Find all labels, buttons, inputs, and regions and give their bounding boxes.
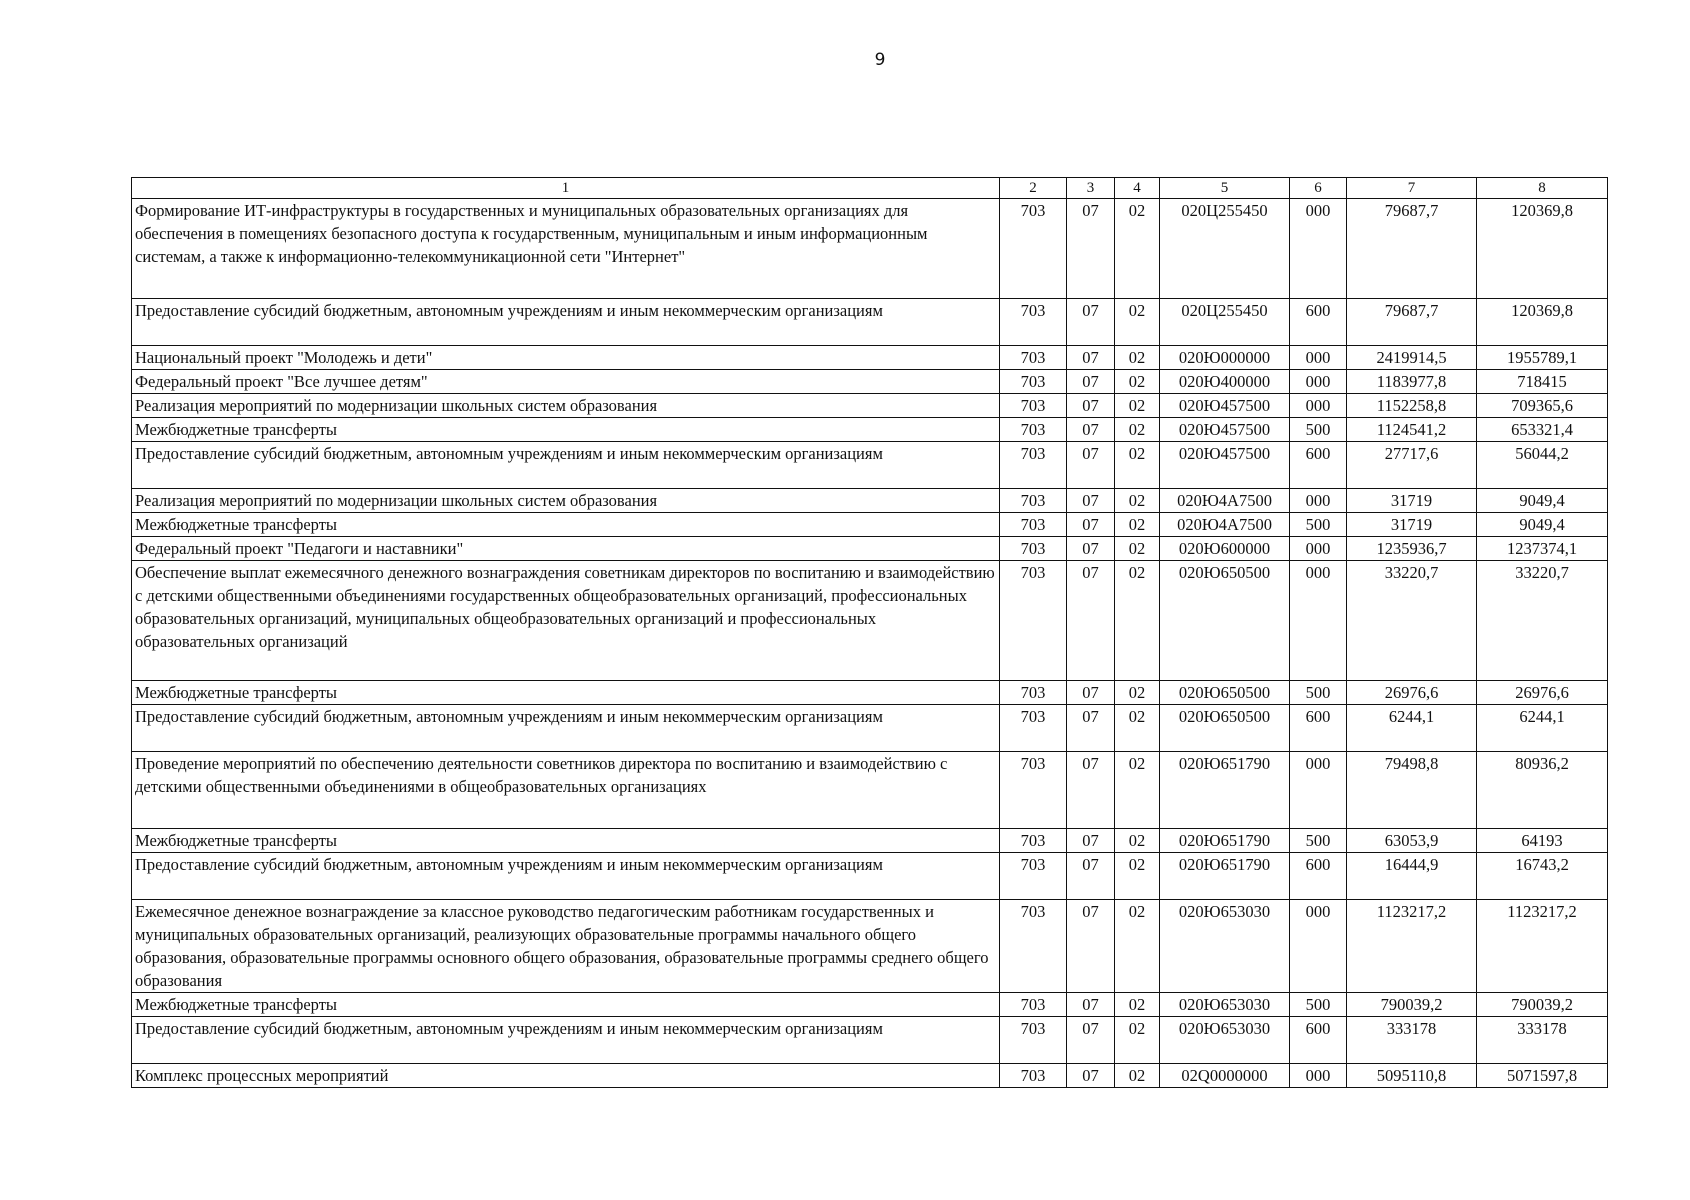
column-header: 3 (1067, 178, 1115, 199)
cell-c6: 600 (1290, 299, 1347, 346)
cell-c4: 02 (1115, 418, 1160, 442)
cell-c5: 020Ю653030 (1160, 900, 1290, 993)
cell-c2: 703 (1000, 199, 1067, 299)
cell-c2: 703 (1000, 537, 1067, 561)
cell-c4: 02 (1115, 752, 1160, 829)
table-row (132, 752, 1608, 829)
cell-c4: 02 (1115, 1017, 1160, 1064)
cell-c6: 000 (1290, 394, 1347, 418)
cell-c6: 500 (1290, 993, 1347, 1017)
cell-c8: 16743,2 (1477, 853, 1608, 900)
cell-c5: 02Q0000000 (1160, 1064, 1290, 1088)
table-row (132, 537, 1608, 561)
cell-c7: 79687,7 (1347, 299, 1477, 346)
cell-c6: 500 (1290, 681, 1347, 705)
table-row (132, 1017, 1608, 1064)
cell-c8: 790039,2 (1477, 993, 1608, 1017)
row-name-cell: Предоставление субсидий бюджетным, автономным учреждениям и иным некоммерческим организациям (132, 442, 1000, 489)
table-row (132, 900, 1608, 993)
cell-c6: 500 (1290, 513, 1347, 537)
column-header: 7 (1347, 178, 1477, 199)
table-row (132, 370, 1608, 394)
column-header: 2 (1000, 178, 1067, 199)
cell-c3: 07 (1067, 299, 1115, 346)
cell-c7: 26976,6 (1347, 681, 1477, 705)
cell-c6: 000 (1290, 199, 1347, 299)
cell-c2: 703 (1000, 370, 1067, 394)
cell-c7: 33220,7 (1347, 561, 1477, 681)
cell-c2: 703 (1000, 489, 1067, 513)
table-row (132, 853, 1608, 900)
cell-c8: 1123217,2 (1477, 900, 1608, 993)
cell-c2: 703 (1000, 752, 1067, 829)
column-header: 1 (132, 178, 1000, 199)
cell-c3: 07 (1067, 900, 1115, 993)
row-name-cell: Предоставление субсидий бюджетным, автономным учреждениям и иным некоммерческим организациям (132, 1017, 1000, 1064)
cell-c6: 000 (1290, 370, 1347, 394)
cell-c2: 703 (1000, 394, 1067, 418)
row-name-cell: Межбюджетные трансферты (132, 681, 1000, 705)
table-row (132, 489, 1608, 513)
row-name-cell: Комплекс процессных мероприятий (132, 1064, 1000, 1088)
cell-c5: 020Ю457500 (1160, 442, 1290, 489)
cell-c4: 02 (1115, 829, 1160, 853)
table-row (132, 418, 1608, 442)
cell-c6: 000 (1290, 1064, 1347, 1088)
cell-c8: 9049,4 (1477, 513, 1608, 537)
cell-c6: 600 (1290, 1017, 1347, 1064)
cell-c7: 16444,9 (1347, 853, 1477, 900)
column-header: 5 (1160, 178, 1290, 199)
cell-c3: 07 (1067, 489, 1115, 513)
cell-c5: 020Ю457500 (1160, 418, 1290, 442)
cell-c2: 703 (1000, 299, 1067, 346)
cell-c5: 020Ю400000 (1160, 370, 1290, 394)
cell-c8: 56044,2 (1477, 442, 1608, 489)
cell-c5: 020Ю650500 (1160, 705, 1290, 752)
table-row (132, 829, 1608, 853)
cell-c7: 5095110,8 (1347, 1064, 1477, 1088)
cell-c5: 020Ц255450 (1160, 199, 1290, 299)
cell-c7: 79687,7 (1347, 199, 1477, 299)
cell-c8: 6244,1 (1477, 705, 1608, 752)
cell-c4: 02 (1115, 442, 1160, 489)
cell-c3: 07 (1067, 853, 1115, 900)
cell-c8: 718415 (1477, 370, 1608, 394)
cell-c3: 07 (1067, 199, 1115, 299)
cell-c3: 07 (1067, 829, 1115, 853)
row-name-cell: Обеспечение выплат ежемесячного денежного вознаграждения советникам директоров по воспитанию и взаимодействию с детскими общественными объединениями государственных общеобразовательных организаций, профессиональных образовательных организаций, муниципальных общеобразовательных организаций и профессиональных образовательных организаций (132, 561, 1000, 681)
cell-c4: 02 (1115, 299, 1160, 346)
cell-c7: 79498,8 (1347, 752, 1477, 829)
cell-c2: 703 (1000, 561, 1067, 681)
cell-c4: 02 (1115, 561, 1160, 681)
cell-c4: 02 (1115, 681, 1160, 705)
row-name-cell: Федеральный проект "Все лучшее детям" (132, 370, 1000, 394)
cell-c5: 020Ю457500 (1160, 394, 1290, 418)
cell-c2: 703 (1000, 705, 1067, 752)
row-name-cell: Межбюджетные трансферты (132, 418, 1000, 442)
cell-c2: 703 (1000, 1017, 1067, 1064)
cell-c3: 07 (1067, 442, 1115, 489)
cell-c4: 02 (1115, 900, 1160, 993)
cell-c4: 02 (1115, 489, 1160, 513)
page-number: 9 (874, 50, 886, 70)
cell-c4: 02 (1115, 1064, 1160, 1088)
cell-c7: 31719 (1347, 489, 1477, 513)
cell-c4: 02 (1115, 199, 1160, 299)
budget-table (131, 177, 1608, 1088)
cell-c3: 07 (1067, 346, 1115, 370)
cell-c3: 07 (1067, 418, 1115, 442)
cell-c3: 07 (1067, 993, 1115, 1017)
cell-c5: 020Ю650500 (1160, 681, 1290, 705)
cell-c7: 1123217,2 (1347, 900, 1477, 993)
cell-c3: 07 (1067, 1064, 1115, 1088)
cell-c4: 02 (1115, 853, 1160, 900)
cell-c5: 020Ю650500 (1160, 561, 1290, 681)
cell-c2: 703 (1000, 853, 1067, 900)
cell-c8: 26976,6 (1477, 681, 1608, 705)
table-row (132, 561, 1608, 681)
cell-c7: 63053,9 (1347, 829, 1477, 853)
cell-c4: 02 (1115, 993, 1160, 1017)
cell-c7: 1235936,7 (1347, 537, 1477, 561)
cell-c2: 703 (1000, 418, 1067, 442)
cell-c7: 1183977,8 (1347, 370, 1477, 394)
cell-c3: 07 (1067, 752, 1115, 829)
cell-c6: 500 (1290, 418, 1347, 442)
cell-c3: 07 (1067, 681, 1115, 705)
cell-c3: 07 (1067, 1017, 1115, 1064)
row-name-cell: Проведение мероприятий по обеспечению деятельности советников директора по воспитанию и взаимодействию с детскими общественными объединениями в общеобразовательных организациях (132, 752, 1000, 829)
cell-c7: 6244,1 (1347, 705, 1477, 752)
cell-c4: 02 (1115, 705, 1160, 752)
cell-c7: 333178 (1347, 1017, 1477, 1064)
cell-c2: 703 (1000, 829, 1067, 853)
cell-c4: 02 (1115, 346, 1160, 370)
row-name-cell: Реализация мероприятий по модернизации школьных систем образования (132, 489, 1000, 513)
cell-c4: 02 (1115, 394, 1160, 418)
table-row (132, 199, 1608, 299)
cell-c6: 000 (1290, 537, 1347, 561)
cell-c3: 07 (1067, 561, 1115, 681)
table-row (132, 394, 1608, 418)
cell-c8: 120369,8 (1477, 199, 1608, 299)
cell-c7: 2419914,5 (1347, 346, 1477, 370)
row-name-cell: Межбюджетные трансферты (132, 829, 1000, 853)
cell-c3: 07 (1067, 513, 1115, 537)
cell-c3: 07 (1067, 537, 1115, 561)
cell-c2: 703 (1000, 513, 1067, 537)
cell-c5: 020Ю651790 (1160, 853, 1290, 900)
cell-c5: 020Ю653030 (1160, 993, 1290, 1017)
cell-c5: 020Ю651790 (1160, 829, 1290, 853)
cell-c2: 703 (1000, 1064, 1067, 1088)
row-name-cell: Предоставление субсидий бюджетным, автономным учреждениям и иным некоммерческим организациям (132, 853, 1000, 900)
cell-c4: 02 (1115, 513, 1160, 537)
cell-c5: 020Ю600000 (1160, 537, 1290, 561)
table-row (132, 993, 1608, 1017)
cell-c8: 5071597,8 (1477, 1064, 1608, 1088)
row-name-cell: Предоставление субсидий бюджетным, автономным учреждениям и иным некоммерческим организациям (132, 299, 1000, 346)
cell-c8: 33220,7 (1477, 561, 1608, 681)
cell-c6: 000 (1290, 489, 1347, 513)
cell-c2: 703 (1000, 900, 1067, 993)
table-row (132, 681, 1608, 705)
table-body (132, 199, 1608, 1088)
cell-c5: 020Ю000000 (1160, 346, 1290, 370)
cell-c5: 020Ю4А7500 (1160, 513, 1290, 537)
row-name-cell: Межбюджетные трансферты (132, 993, 1000, 1017)
cell-c8: 9049,4 (1477, 489, 1608, 513)
cell-c8: 333178 (1477, 1017, 1608, 1064)
cell-c7: 31719 (1347, 513, 1477, 537)
cell-c7: 1152258,8 (1347, 394, 1477, 418)
cell-c4: 02 (1115, 537, 1160, 561)
cell-c8: 1955789,1 (1477, 346, 1608, 370)
table-row (132, 513, 1608, 537)
cell-c5: 020Ю653030 (1160, 1017, 1290, 1064)
cell-c6: 000 (1290, 346, 1347, 370)
table-row (132, 442, 1608, 489)
table-row (132, 705, 1608, 752)
cell-c2: 703 (1000, 993, 1067, 1017)
row-name-cell: Предоставление субсидий бюджетным, автономным учреждениям и иным некоммерческим организациям (132, 705, 1000, 752)
row-name-cell: Формирование ИТ-инфраструктуры в государственных и муниципальных образовательных организациях для обеспечения в помещениях безопасного доступа к государственным, муниципальным и иным информационным системам, а также к информационно-телекоммуникационной сети "Интернет" (132, 199, 1000, 299)
cell-c6: 000 (1290, 561, 1347, 681)
cell-c8: 1237374,1 (1477, 537, 1608, 561)
cell-c3: 07 (1067, 705, 1115, 752)
row-name-cell: Реализация мероприятий по модернизации школьных систем образования (132, 394, 1000, 418)
row-name-cell: Национальный проект "Молодежь и дети" (132, 346, 1000, 370)
cell-c7: 27717,6 (1347, 442, 1477, 489)
row-name-cell: Ежемесячное денежное вознаграждение за классное руководство педагогическим работникам государственных и муниципальных образовательных организаций, реализующих образовательные программы начального общего образования, образовательные программы основного общего образования, образовательные программы среднего общего образования (132, 900, 1000, 993)
cell-c6: 600 (1290, 442, 1347, 489)
cell-c4: 02 (1115, 370, 1160, 394)
cell-c8: 120369,8 (1477, 299, 1608, 346)
cell-c6: 000 (1290, 752, 1347, 829)
cell-c6: 000 (1290, 900, 1347, 993)
cell-c5: 020Ю4А7500 (1160, 489, 1290, 513)
cell-c6: 600 (1290, 705, 1347, 752)
cell-c2: 703 (1000, 681, 1067, 705)
column-header: 6 (1290, 178, 1347, 199)
table-row (132, 299, 1608, 346)
cell-c7: 1124541,2 (1347, 418, 1477, 442)
cell-c7: 790039,2 (1347, 993, 1477, 1017)
row-name-cell: Межбюджетные трансферты (132, 513, 1000, 537)
row-name-cell: Федеральный проект "Педагоги и наставники" (132, 537, 1000, 561)
cell-c2: 703 (1000, 346, 1067, 370)
column-header: 8 (1477, 178, 1608, 199)
column-header: 4 (1115, 178, 1160, 199)
table-row (132, 346, 1608, 370)
cell-c2: 703 (1000, 442, 1067, 489)
cell-c6: 600 (1290, 853, 1347, 900)
cell-c3: 07 (1067, 394, 1115, 418)
cell-c8: 653321,4 (1477, 418, 1608, 442)
cell-c8: 80936,2 (1477, 752, 1608, 829)
cell-c6: 500 (1290, 829, 1347, 853)
cell-c5: 020Ю651790 (1160, 752, 1290, 829)
cell-c3: 07 (1067, 370, 1115, 394)
cell-c8: 64193 (1477, 829, 1608, 853)
table-row (132, 1064, 1608, 1088)
cell-c5: 020Ц255450 (1160, 299, 1290, 346)
cell-c8: 709365,6 (1477, 394, 1608, 418)
header-row (132, 178, 1608, 199)
